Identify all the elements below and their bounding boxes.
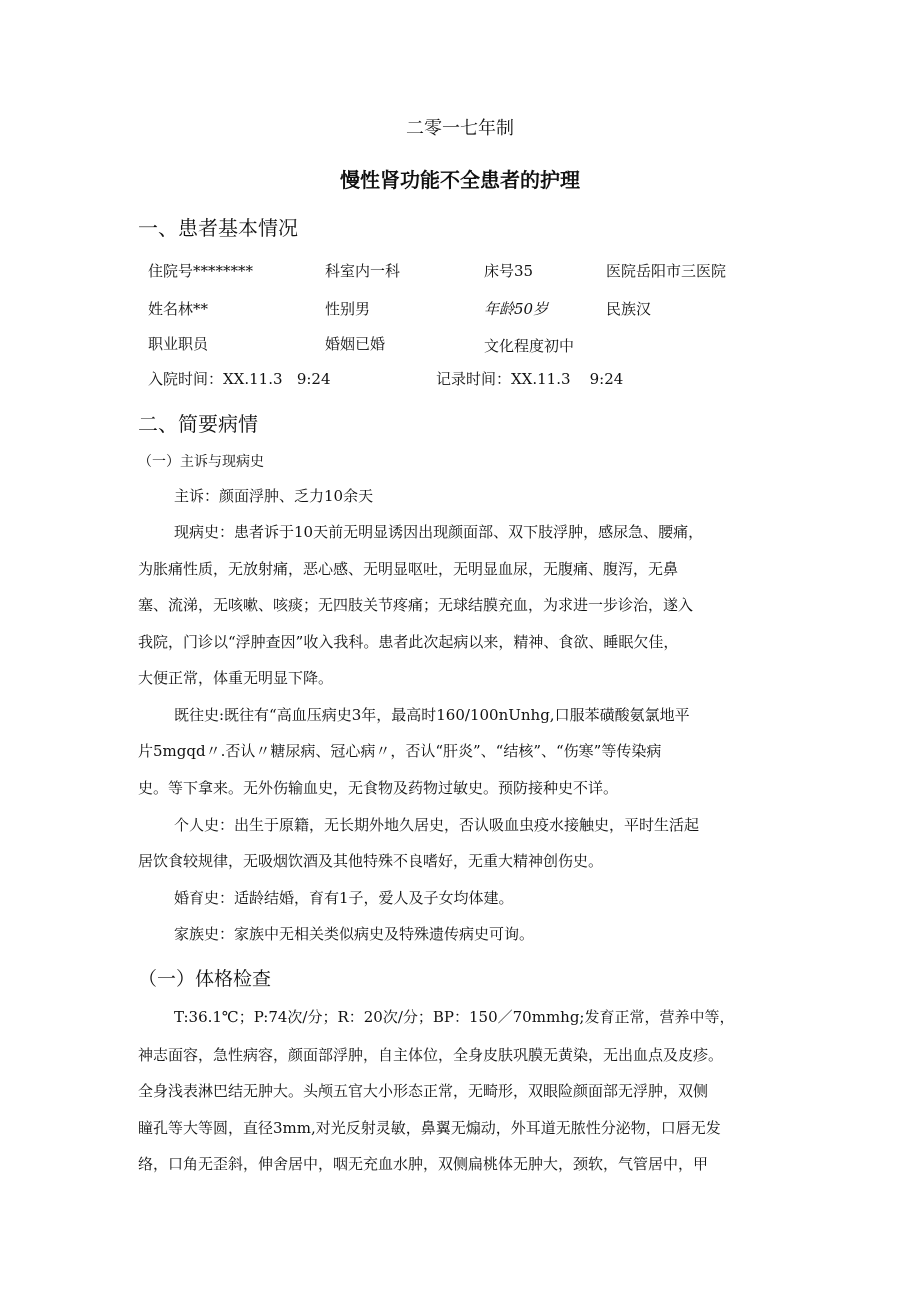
text-line: 片5mgqd〃.否认〃糖尿病、冠心病〃，否认“肝炎”、“结核”、“伤寒”等传染病 bbox=[138, 742, 662, 760]
info-marital-status: 婚姻已婚 bbox=[325, 335, 386, 353]
text-line: 史。等下拿来。无外伤输血史，无食物及药物过敏史。预防接种史不详。 bbox=[138, 779, 619, 797]
subheading-physical-exam: （一）体格检查 bbox=[138, 968, 272, 990]
info-hospital: 医院岳阳市三医院 bbox=[606, 262, 727, 280]
info-bed-number: 床号35 bbox=[484, 262, 534, 280]
info-occupation: 职业职员 bbox=[148, 335, 209, 353]
exam-line: 瞳孔等大等圆，直径3mm,对光反射灵敏，鼻翼无煽动，外耳道无脓性分泌物，口唇无发 bbox=[138, 1119, 721, 1137]
info-ethnicity: 民族汉 bbox=[606, 300, 652, 318]
admission-time: 入院时间：XX.11.3 9:24 bbox=[148, 370, 331, 388]
section-heading-brief-condition: 二、简要病情 bbox=[138, 412, 258, 436]
subheading-chief-complaint: （一）主诉与现病史 bbox=[138, 454, 264, 470]
text-line: 家族史：家族中无相关类似病史及特殊遗传病史可询。 bbox=[174, 925, 535, 943]
info-hospital-number: 住院号******** bbox=[148, 262, 254, 280]
record-time: 记录时间：XX.11.3 9:24 bbox=[436, 370, 624, 388]
text-line: 我院，门诊以“浮肿查因”收入我科。患者此次起病以来，精神、食欲、睡眠欠佳， bbox=[138, 633, 679, 651]
section-heading-patient-info: 一、患者基本情况 bbox=[138, 216, 298, 240]
text-line: 婚育史：适龄结婚，育有1子，爱人及子女均体建。 bbox=[174, 889, 514, 907]
document-title: 慢性肾功能不全患者的护理 bbox=[340, 168, 580, 192]
exam-line: 络，口角无歪斜，伸舍居中，咽无充血水肿，双侧扁桃体无肿大，颈软，气管居中，甲 bbox=[138, 1155, 709, 1173]
info-gender: 性别男 bbox=[325, 300, 371, 318]
info-education: 文化程度初中 bbox=[484, 337, 575, 355]
info-age: 年龄50岁 bbox=[484, 300, 549, 318]
text-line: 现病史：患者诉于10天前无明显诱因出现颜面部、双下肢浮肿，感尿急、腰痛， bbox=[174, 523, 704, 541]
exam-line: 全身浅表淋巴结无肿大。头颅五官大小形态正常，无畸形，双眼险颜面部无浮肿，双侧 bbox=[138, 1082, 709, 1100]
text-line: 大便正常，体重无明显下降。 bbox=[138, 669, 334, 687]
year-label: 二零一七年制 bbox=[406, 118, 514, 139]
info-name: 姓名林** bbox=[148, 300, 209, 318]
exam-line: T:36.1℃；P:74次/分；R：20次/分；BP：150／70mmhg;发育正常，营养中等， bbox=[174, 1008, 735, 1026]
text-line: 主诉：颜面浮肿、乏力10余天 bbox=[174, 487, 374, 505]
text-line: 为胀痛性质，无放射痛，恶心感、无明显呕吐，无明显血尿，无腹痛、腹泻，无鼻 bbox=[138, 560, 679, 578]
info-department: 科室内一科 bbox=[325, 262, 401, 280]
exam-line: 神志面容，急性病容，颜面部浮肿，自主体位，全身皮肤巩膜无黄染，无出血点及皮疹。 bbox=[138, 1046, 724, 1064]
text-line: 塞、流涕，无咳嗽、咳痰；无四肢关节疼痛；无球结膜充血，为求进一步诊治，遂入 bbox=[138, 596, 694, 614]
text-line: 既往史:既往有“高血压病史3年，最高时160/100nUnhg,口服苯磺酸氨氯地平 bbox=[174, 706, 690, 724]
text-line: 居饮食较规律，无吸烟饮酒及其他特殊不良嗜好，无重大精神创伤史。 bbox=[138, 852, 604, 870]
text-line: 个人史：出生于原籍，无长期外地久居史，否认吸血虫疫水接触史，平时生活起 bbox=[174, 816, 700, 834]
